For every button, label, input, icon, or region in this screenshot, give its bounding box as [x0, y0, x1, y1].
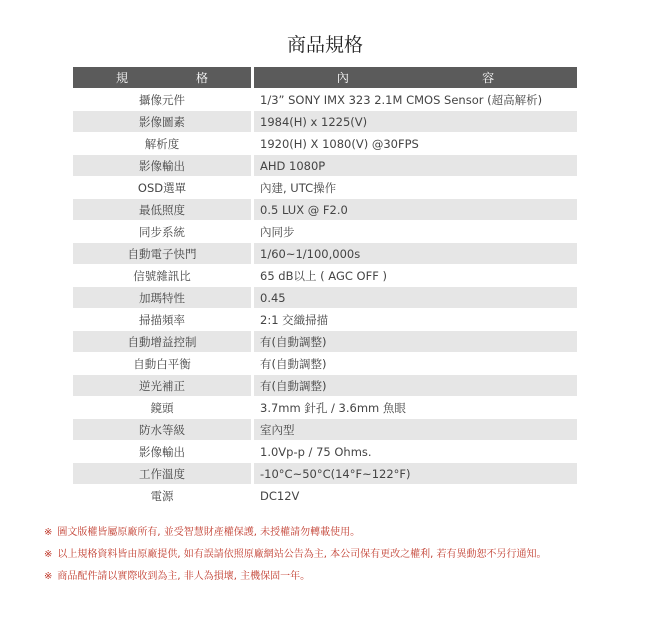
spec-name: 自動增益控制: [73, 331, 254, 352]
table-row: [73, 287, 577, 308]
spec-value: 有(自動調整): [260, 356, 327, 371]
spec-name: 電源: [73, 485, 254, 506]
spec-name: 逆光補正: [73, 375, 254, 396]
table-row: [73, 397, 577, 418]
spec-value: 內建, UTC操作: [260, 180, 337, 195]
spec-value: 65 dB以上 ( AGC OFF ): [260, 268, 387, 283]
spec-name: 自動白平衡: [73, 353, 254, 374]
table-row: [73, 89, 577, 110]
spec-value: 內同步: [260, 224, 295, 239]
table-row: [73, 265, 577, 286]
spec-value: 有(自動調整): [254, 375, 577, 396]
spec-name: 防水等級: [73, 419, 254, 440]
header-text: 內: [336, 71, 349, 85]
table-row: [73, 111, 577, 132]
spec-value: 室內型: [254, 419, 577, 440]
asterisk-icon: ※: [44, 549, 53, 560]
spec-name: 最低照度: [73, 199, 254, 220]
table-row: [73, 441, 577, 462]
table-row: [73, 419, 577, 440]
spec-value: 1984(H) x 1225(V): [254, 111, 577, 132]
spec-value: 1920(H) X 1080(V) @30FPS: [260, 136, 419, 151]
spec-value: 1/3” SONY IMX 323 2.1M CMOS Sensor (超高解析): [260, 92, 543, 107]
table-row: [73, 309, 577, 330]
spec-value: DC12V: [260, 488, 300, 503]
spec-name: 影像輸出: [73, 155, 254, 176]
spec-name: 自動電子快門: [73, 243, 254, 264]
header-content: [254, 67, 577, 88]
spec-value: -10°C~50°C(14°F~122°F): [254, 463, 577, 484]
spec-name: 掃描頻率: [73, 309, 254, 330]
notes: [44, 522, 546, 588]
spec-value: 3.7mm 針孔 / 3.6mm 魚眼: [260, 400, 406, 415]
table-row: [73, 331, 577, 352]
spec-name: 加瑪特性: [73, 287, 254, 308]
table-row: [73, 353, 577, 374]
table-row: [73, 463, 577, 484]
table-row: [73, 485, 577, 506]
spec-name: 攝像元件: [73, 89, 254, 110]
spec-name: 工作溫度: [73, 463, 254, 484]
table-header: [73, 67, 577, 88]
asterisk-icon: ※: [44, 527, 53, 538]
asterisk-icon: ※: [44, 571, 53, 582]
note-text: 圖文版權皆屬原廠所有, 並受智慧財產權保護, 未授權請勿轉載使用。: [57, 527, 361, 538]
spec-value: 1/60~1/100,000s: [254, 243, 577, 264]
spec-value: 2:1 交織掃描: [260, 312, 329, 327]
note-line: [44, 566, 546, 588]
table-row: [73, 199, 577, 220]
table-row: [73, 133, 577, 154]
spec-name: OSD選單: [73, 177, 254, 198]
note-line: [44, 544, 546, 566]
table-row: [73, 243, 577, 264]
spec-value: 0.45: [254, 287, 577, 308]
table-row: [73, 375, 577, 396]
note-text: 以上規格資料皆由原廠提供, 如有誤請依照原廠網站公告為主, 本公司保有更改之權利, 若有異動恕不另行通知。: [57, 549, 547, 560]
note-text: 商品配件請以實際收到為主, 非人為損壞, 主機保固一年。: [57, 571, 311, 582]
header-text: 容: [482, 71, 495, 85]
spec-name: 鏡頭: [73, 397, 254, 418]
spec-value: 0.5 LUX @ F2.0: [254, 199, 577, 220]
spec-name: 同步系統: [73, 221, 254, 242]
table-row: [73, 155, 577, 176]
header-text: 格: [196, 71, 209, 85]
table-row: [73, 177, 577, 198]
spec-name: 解析度: [73, 133, 254, 154]
table-row: [73, 221, 577, 242]
spec-name: 影像輸出: [73, 441, 254, 462]
header-spec: [73, 67, 254, 88]
spec-value: 1.0Vp-p / 75 Ohms.: [260, 444, 372, 459]
spec-name: 影像圖素: [73, 111, 254, 132]
spec-table: [73, 66, 577, 507]
spec-value: 有(自動調整): [254, 331, 577, 352]
page-title: 商品規格: [286, 34, 363, 56]
header-text: 規: [115, 71, 128, 85]
note-line: [44, 522, 546, 544]
spec-value: AHD 1080P: [254, 155, 577, 176]
spec-name: 信號雜訊比: [73, 265, 254, 286]
